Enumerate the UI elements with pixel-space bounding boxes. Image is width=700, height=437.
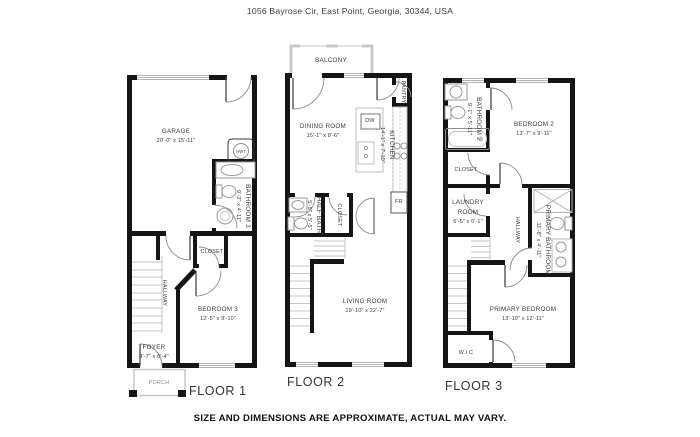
floor2-title: FLOOR 2	[287, 375, 345, 389]
primary-bathroom-vanity	[552, 239, 572, 272]
dishwasher-label: DW	[365, 117, 375, 124]
room-name: BEDROOM 2	[513, 120, 555, 128]
room-label-bathroom2	[465, 97, 483, 141]
room-label-laundry	[446, 198, 490, 226]
floor2-stairs	[290, 237, 345, 326]
room-dims: 11'-8" x 4'-11"	[535, 222, 542, 258]
room-label-dining	[300, 122, 346, 140]
room-label-foyer	[139, 343, 168, 361]
room-dims: 13'-10" x 12'-11"	[502, 315, 544, 322]
bathroom2-sink	[445, 84, 467, 100]
room-name: DINING ROOM	[299, 122, 347, 130]
room-name: PRIMARY BATHROOM	[544, 204, 552, 276]
room-dims: 12'-5" x 9'-10"	[200, 315, 236, 322]
room-label-pantry: PANTRY	[400, 80, 407, 104]
room-label-bathroom3	[234, 184, 252, 228]
room-label-wic: W.I.C	[458, 349, 474, 356]
room-name: FOYER	[142, 343, 166, 351]
room-name: BATHROOM 3	[244, 184, 252, 228]
room-dims: 5'-5" x 5'-5"	[306, 200, 313, 230]
room-name: HALF BATH	[315, 196, 323, 234]
floor3-title: FLOOR 3	[445, 379, 503, 393]
primary-bathroom-toilet	[550, 217, 572, 230]
room-dims: 9'-2" x 4'-11"	[235, 189, 242, 223]
room-name: BEDROOM 3	[197, 305, 239, 313]
room-label-halfbath	[305, 197, 323, 233]
room-dims: 9'-1" x 5'-11"	[466, 102, 473, 136]
floor1-title: FLOOR 1	[189, 384, 247, 398]
room-label-living	[343, 297, 388, 315]
room-dims: 15'-1" x 8'-6"	[306, 132, 340, 139]
room-dims: 4'-7" x 6'-4"	[139, 353, 169, 360]
room-name: LAUNDRY ROOM	[452, 198, 484, 216]
bathroom2-toilet	[445, 106, 465, 119]
room-label-primary-bedroom	[490, 305, 557, 323]
room-name: LIVING ROOM	[342, 297, 388, 305]
room-label-closet-f1: CLOSET	[200, 248, 224, 255]
room-dims: 19'-10" x 22'-7"	[345, 307, 385, 314]
address-title: 1056 Bayrose Cir, East Point, Georgia, 30344, USA	[246, 6, 454, 16]
hwt-label: HWT	[236, 148, 246, 154]
room-label-kitchen	[378, 127, 396, 163]
floor1-stairs	[132, 256, 162, 333]
room-name: KITCHEN	[388, 130, 396, 160]
room-label-hallway-f1: HALLWAY	[161, 279, 168, 307]
room-dims: 20'-0" x 15'-11"	[156, 137, 196, 144]
room-label-garage	[157, 127, 196, 145]
room-label-hallway-f3: HALLWAY	[514, 216, 521, 244]
fridge-label: FR	[395, 198, 403, 205]
room-label-closet-f2: CLOSET	[336, 203, 343, 227]
room-label-bedroom2	[514, 120, 554, 138]
room-name: BATHROOM 2	[475, 97, 483, 141]
room-label-bedroom3	[198, 305, 238, 323]
room-dims: 14'-1" x 7'-10"	[379, 127, 386, 163]
room-label-balcony: BALCONY	[315, 57, 347, 65]
room-dims: 6'-5" x 6'-1"	[453, 218, 483, 225]
room-label-closet-f3: CLOSET	[454, 166, 478, 173]
disclaimer-text: SIZE AND DIMENSIONS ARE APPROXIMATE, ACTUAL MAY VARY.	[193, 413, 507, 424]
room-label-primary-bathroom	[534, 205, 552, 275]
room-name: GARAGE	[161, 127, 191, 135]
room-label-porch: PORCH	[148, 379, 170, 386]
room-name: PRIMARY BEDROOM	[489, 305, 557, 313]
bathroom3-basin	[217, 208, 233, 224]
bathroom3-sink	[216, 162, 255, 178]
room-dims: 13'-7" x 9'-11"	[516, 130, 552, 137]
